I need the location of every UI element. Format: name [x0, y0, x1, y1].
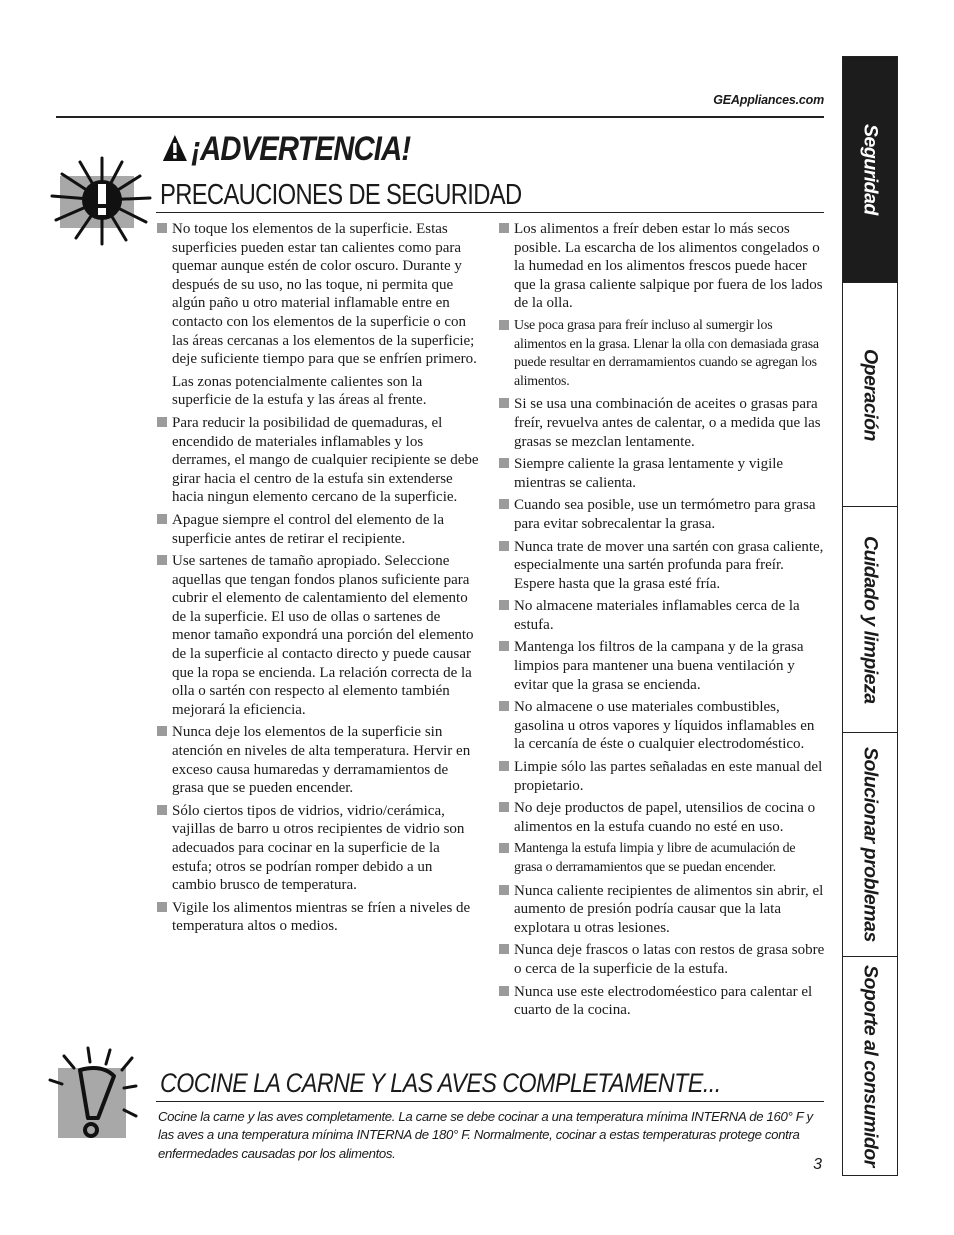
list-item — [499, 455, 825, 492]
square-bullet-icon — [499, 802, 509, 812]
list-item-text: Vigile los alimentos mientras se fríen a niveles de temperatura altos o medios. — [172, 899, 471, 935]
cook-rule — [156, 1101, 824, 1102]
list-item — [157, 802, 480, 895]
square-bullet-icon — [499, 944, 509, 954]
warning-title: ¡ADVERTENCIA! — [191, 130, 411, 168]
square-bullet-icon — [499, 541, 509, 551]
square-bullet-icon — [499, 761, 509, 771]
list-item-text: No deje productos de papel, utensilios de cocina o alimentos en la estufa cuando no esté en uso. — [514, 800, 816, 835]
list-item-text: Los alimentos a freír deben estar lo más secos posible. La escarcha de los alimentos congelados o la humedad en los alimentos frescos puede hacer que la grasa caliente salpique por fuera de los lados de la olla. — [514, 221, 823, 312]
tab-label: Soporte al consumidor — [859, 965, 882, 1167]
list-item — [499, 597, 825, 634]
tab-label: Solucionar problemas — [859, 747, 882, 942]
list-item-text: Sólo ciertos tipos de vidrios, vidrio/cerámica, vajillas de barro u otros recipientes de vidrio son adecuados para cocinar en la superficie de la estufa; otros se podrían romper debido a un cambio brusco de temperatura. — [172, 802, 465, 894]
list-item — [157, 723, 480, 797]
square-bullet-icon — [499, 223, 509, 233]
list-item — [499, 317, 825, 391]
square-bullet-icon — [157, 726, 167, 736]
tab-label: Seguridad — [859, 124, 882, 215]
list-item-text: Cuando sea posible, use un termómetro para grasa para evitar sobrecalentar la grasa. — [514, 497, 816, 532]
square-bullet-icon — [157, 417, 167, 427]
list-item — [499, 496, 825, 533]
list-item — [499, 698, 825, 754]
square-bullet-icon — [499, 641, 509, 651]
section-tabs — [842, 56, 898, 1176]
list-item-text: Para reducir la posibilidad de quemaduras, el encendido de materiales inflamables y los derrames, el mango de cualquier recipiente se debe girar hacia el centro de la estufa sin extenderse hacia ningun elemento cercano de la superficie. — [172, 414, 479, 506]
list-item — [157, 414, 480, 507]
list-item — [157, 220, 480, 369]
square-bullet-icon — [499, 398, 509, 408]
page-number: 3 — [813, 1156, 822, 1173]
list-item-text: Mantenga los filtros de la campana y de la grasa limpios para mantener una buena ventilación y evitar que la grasa se encienda. — [514, 639, 804, 693]
list-item-text: Limpie sólo las partes señaladas en este manual del propietario. — [514, 759, 823, 794]
cook-title: COCINE LA CARNE Y LAS AVES COMPLETAMENTE... — [160, 1068, 721, 1098]
square-bullet-icon — [499, 458, 509, 468]
list-item — [499, 395, 825, 451]
list-item-continuation — [157, 373, 480, 410]
list-item-text: Use poca grasa para freír incluso al sumergir los alimentos en la grasa. Llenar la olla con demasiada grasa puede resultar en derramamientos cuando se agregan los alimentos. — [514, 317, 819, 389]
list-item-text: Si se usa una combinación de aceites o grasas para freír, revuelva antes de calentar, o a medida que las grasas se mezclan lentamente. — [514, 396, 821, 450]
list-item — [499, 882, 825, 938]
cook-body: Cocine la carne y las aves completamente. La carne se debe cocinar a una temperatura mínima INTERNA de 160° F y las aves a una temperatura mínima INTERNA de 180° F. Normalmente, cocinar a estas temperaturas protege contra enfermedades causadas por los alimentos. — [158, 1109, 813, 1161]
list-item-text: Siempre caliente la grasa lentamente y vigile mientras se calienta. — [514, 456, 784, 491]
square-bullet-icon — [157, 805, 167, 815]
list-item-text: Use sartenes de tamaño apropiado. Seleccione aquellas que tengan fondos planos suficiente para cubrir el elemento de calentamiento del elemento de la superficie. El uso de ollas o sartenes de menor tamaño expondrá una porción del elemento de la superficie al contacto directo y puede causar que la ropa se encienda. La relación correcta de la olla o sartén con respecto al elemento también mejorará la eficiencia. — [172, 553, 474, 718]
list-item-text: Nunca use este electrodoméestico para calentar el cuarto de la cocina. — [514, 983, 813, 1019]
list-item-text: Nunca caliente recipientes de alimentos sin abrir, el aumento de presión podría causar que la lata explotara u otras lesiones. — [514, 882, 824, 936]
square-bullet-icon — [499, 701, 509, 711]
column-left — [157, 220, 480, 940]
square-bullet-icon — [499, 843, 509, 853]
square-bullet-icon — [157, 223, 167, 233]
list-item — [499, 799, 825, 836]
alert-triangle-icon — [162, 134, 188, 162]
square-bullet-icon — [499, 885, 509, 895]
list-item-text: Nunca trate de mover una sartén con grasa caliente, especialmente una sartén profunda para freír. Espere hasta que la grasa esté fría. — [514, 538, 824, 592]
header-rule — [56, 116, 824, 118]
square-bullet-icon — [499, 600, 509, 610]
website-url: GEAppliances.com — [713, 93, 824, 107]
list-item — [499, 983, 825, 1020]
tab-seguridad[interactable] — [843, 57, 897, 283]
warning-subtitle: PRECAUCIONES DE SEGURIDAD — [160, 179, 522, 211]
list-item-text: No almacene o use materiales combustibles, gasolina u otros vapores y líquidos inflamables en la cercanía de éste o cualquier electrodoméstico. — [514, 699, 815, 753]
warning-heading — [162, 127, 410, 171]
tab-solucionar-problemas[interactable] — [843, 733, 897, 957]
tab-soporte-al-consumidor[interactable] — [843, 957, 897, 1175]
square-bullet-icon — [499, 986, 509, 996]
tab-operacion[interactable] — [843, 283, 897, 507]
list-item — [499, 538, 825, 594]
list-item-text: Mantenga la estufa limpia y libre de acumulación de grasa o derramamientos que se puedan encender. — [514, 841, 796, 875]
list-item — [499, 638, 825, 694]
list-item-text: Las zonas potencialmente calientes son la superficie de la estufa y las áreas al frente. — [172, 373, 427, 409]
list-item — [157, 899, 480, 936]
list-item-text: No almacene materiales inflamables cerca de la estufa. — [514, 598, 800, 633]
square-bullet-icon — [157, 555, 167, 565]
square-bullet-icon — [499, 320, 509, 330]
square-bullet-icon — [499, 499, 509, 509]
list-item — [157, 511, 480, 548]
square-bullet-icon — [157, 902, 167, 912]
subtitle-rule — [156, 212, 824, 213]
list-item — [499, 840, 825, 877]
list-item — [499, 220, 825, 313]
list-item-text: No toque los elementos de la superficie. Estas superficies pueden estar tan calientes como para quemar aunque estén de color oscuro. Durante y después de su uso, no las toque, ni permita que algún paño u otro material inflamable entre en contacto con los elementos de la superficie o con las áreas cercanas a los elementos de la superficie; deje suficiente tiempo para que se enfríen primero. — [172, 221, 477, 368]
list-item-text: Nunca deje frascos o latas con restos de grasa sobre o cerca de la superficie de la estufa. — [514, 942, 825, 977]
tab-label: Cuidado y limpieza — [859, 535, 882, 704]
column-right — [499, 220, 825, 1024]
list-item-text: Nunca deje los elementos de la superficie sin atención en niveles de alta temperatura. Hervir en exceso causa humaredas y derramamientos de grasa que se pueden encender. — [172, 724, 471, 797]
tab-label: Operación — [859, 348, 882, 441]
tab-cuidado-y-limpieza[interactable] — [843, 507, 897, 733]
list-item — [499, 758, 825, 795]
list-item — [499, 941, 825, 978]
warning-burst-icon — [42, 154, 160, 246]
list-item-text: Apague siempre el control del elemento de la superficie antes de retirar el recipiente. — [172, 511, 444, 547]
list-item — [157, 552, 480, 719]
caution-exclamation-icon — [44, 1046, 156, 1142]
square-bullet-icon — [157, 514, 167, 524]
